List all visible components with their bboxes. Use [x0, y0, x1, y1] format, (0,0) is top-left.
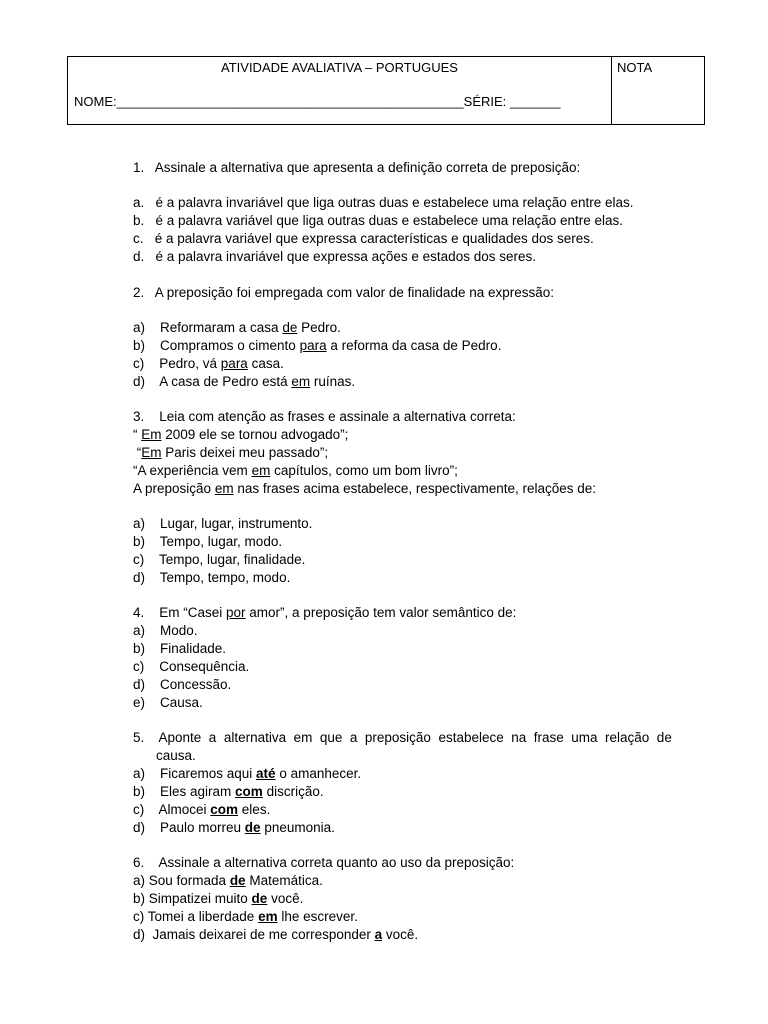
q4-option-a: a) Modo.	[133, 623, 198, 638]
grade-label: NOTA	[617, 60, 653, 75]
q6-option-c: c) Tomei a liberdade em lhe escrever.	[133, 909, 358, 924]
q6-option-b: b) Simpatizei muito de você.	[133, 891, 304, 906]
q3-sentence-2: “Em Paris deixei meu passado”;	[133, 445, 329, 460]
q3-option-a: a) Lugar, lugar, instrumento.	[133, 516, 313, 531]
q2-option-c: c) Pedro, vá para casa.	[133, 356, 284, 371]
q3-option-d: d) Tempo, tempo, modo.	[133, 570, 291, 585]
q5-option-c: c) Almocei com eles.	[133, 802, 271, 817]
header-left-cell	[68, 57, 612, 124]
q6-option-a: a) Sou formada de Matemática.	[133, 873, 323, 888]
q2-question: 2. A preposição foi empregada com valor de finalidade na expressão:	[133, 285, 555, 300]
q5-option-a: a) Ficaremos aqui até o amanhecer.	[133, 766, 362, 781]
q5-question-line-1: 5. Aponte a alternativa em que a preposição estabelece na frase uma relação de	[133, 730, 672, 745]
q1-option-c: c. é a palavra variável que expressa características e qualidades dos seres.	[133, 231, 594, 246]
q2-option-b: b) Compramos o cimento para a reforma da casa de Pedro.	[133, 338, 502, 353]
q2-option-d: d) A casa de Pedro está em ruínas.	[133, 374, 356, 389]
q6-option-d: d) Jamais deixarei de me corresponder a você.	[133, 927, 419, 942]
q4-question: 4. Em “Casei por amor”, a preposição tem valor semântico de:	[133, 605, 517, 620]
q5-option-b: b) Eles agiram com discrição.	[133, 784, 324, 799]
q1-option-b: b. é a palavra variável que liga outras duas e estabelece uma relação entre elas.	[133, 213, 624, 228]
q4-option-e: e) Causa.	[133, 695, 203, 710]
header-box	[67, 56, 705, 125]
q1-question: 1. Assinale a alternativa que apresenta a definição correta de preposição:	[133, 160, 581, 175]
name-serie-line: NOME:________________________________________________SÉRIE: _______	[74, 94, 561, 109]
q3-question: 3. Leia com atenção as frases e assinale a alternativa correta:	[133, 409, 516, 424]
activity-title: ATIVIDADE AVALIATIVA – PORTUGUES	[221, 60, 458, 75]
q3-option-b: b) Tempo, lugar, modo.	[133, 534, 283, 549]
q5-question-line-2: causa.	[156, 748, 196, 763]
q4-option-b: b) Finalidade.	[133, 641, 227, 656]
q4-option-c: c) Consequência.	[133, 659, 250, 674]
q3-prompt: A preposição em nas frases acima estabelece, respectivamente, relações de:	[133, 481, 597, 496]
q3-sentence-3: “A experiência vem em capítulos, como um bom livro”;	[133, 463, 458, 478]
q1-option-d: d. é a palavra invariável que expressa ações e estados dos seres.	[133, 249, 536, 264]
q3-sentence-1: “ Em 2009 ele se tornou advogado”;	[133, 427, 349, 442]
q4-option-d: d) Concessão.	[133, 677, 232, 692]
q2-option-a: a) Reformaram a casa de Pedro.	[133, 320, 341, 335]
q1-option-a: a. é a palavra invariável que liga outras duas e estabelece uma relação entre elas.	[133, 195, 634, 210]
q3-option-c: c) Tempo, lugar, finalidade.	[133, 552, 306, 567]
q5-option-d: d) Paulo morreu de pneumonia.	[133, 820, 335, 835]
q6-question: 6. Assinale a alternativa correta quanto ao uso da preposição:	[133, 855, 515, 870]
